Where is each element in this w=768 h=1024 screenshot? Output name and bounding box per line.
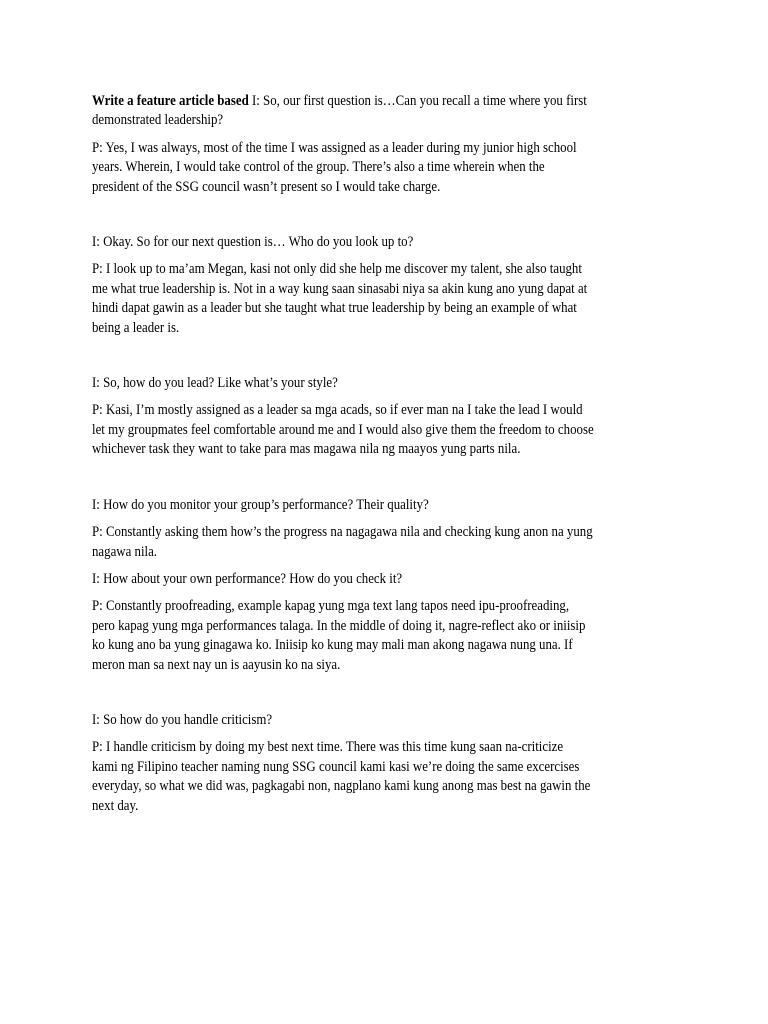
answer-line: president of the SSG council wasn’t present so I would take charge.	[92, 178, 441, 195]
question-line: I: So, our first question is…Can you recall a time where you first	[251, 93, 587, 109]
answer-line: being a leader is.	[92, 319, 180, 336]
question-2	[92, 233, 692, 252]
document-heading: Write a feature article based	[92, 93, 249, 109]
answer-2	[92, 260, 692, 338]
answer-1	[92, 139, 692, 197]
answer-line: hindi dapat gawin as a leader but she taught what true leadership by being an example of what	[92, 300, 577, 317]
answer-line: P: Yes, I was always, most of the time I was assigned as a leader during my junior high school	[92, 139, 577, 156]
question-line: demonstrated leadership?	[92, 112, 224, 129]
question-5	[92, 570, 692, 589]
answer-line: whichever task they want to take para mas magawa nila ng maayos yung parts nila.	[92, 441, 521, 458]
question-1	[92, 92, 692, 131]
question-line: I: How about your own performance? How do you check it?	[92, 570, 403, 587]
question-3	[92, 374, 692, 393]
answer-6	[92, 738, 692, 816]
answer-line: years. Wherein, I would take control of the group. There’s also a time wherein when the	[92, 159, 545, 176]
question-line: I: How do you monitor your group’s performance? Their quality?	[92, 496, 429, 513]
answer-line: P: I look up to ma’am Megan, kasi not only did she help me discover my talent, she also taught	[92, 261, 582, 278]
answer-line: P: Kasi, I’m mostly assigned as a leader sa mga acads, so if ever man na I take the lead I would	[92, 402, 583, 419]
answer-line: me what true leadership is. Not in a way kung saan sinasabi niya sa akin kung ano yung dapat at	[92, 280, 588, 297]
question-line: I: So how do you handle criticism?	[92, 711, 273, 728]
question-4	[92, 496, 692, 515]
question-line: I: Okay. So for our next question is… Who do you look up to?	[92, 234, 414, 251]
answer-line: P: I handle criticism by doing my best next time. There was this time kung saan na-criticize	[92, 739, 564, 756]
answer-line: everyday, so what we did was, pagkagabi non, nagplano kami kung anong mas best na gawin the	[92, 778, 591, 795]
answer-line: ko kung ano ba yung ginagawa ko. Iniisip ko kung may mali man akong nagawa nung una. If	[92, 637, 573, 654]
question-line: I: So, how do you lead? Like what’s your style?	[92, 375, 338, 392]
question-6	[92, 711, 692, 730]
answer-5	[92, 597, 692, 675]
answer-line: let my groupmates feel comfortable around me and I would also give them the freedom to choose	[92, 421, 594, 438]
answer-line: meron man sa next nay un is aayusin ko na siya.	[92, 656, 341, 673]
answer-4	[92, 523, 692, 562]
answer-line: kami ng Filipino teacher naming nung SSG council kami kasi we’re doing the same excercises	[92, 758, 580, 775]
answer-line: pero kapag yung mga performances talaga. In the middle of doing it, nagre-reflect ako or iniisip	[92, 617, 586, 634]
answer-line: next day.	[92, 797, 139, 814]
document-body	[92, 92, 692, 816]
answer-line: P: Constantly proofreading, example kapag yung mga text lang tapos need ipu-proofreading,	[92, 598, 570, 615]
answer-3	[92, 401, 692, 459]
answer-line: P: Constantly asking them how’s the progress na nagagawa nila and checking kung anon na yung	[92, 524, 593, 541]
answer-line: nagawa nila.	[92, 543, 158, 560]
